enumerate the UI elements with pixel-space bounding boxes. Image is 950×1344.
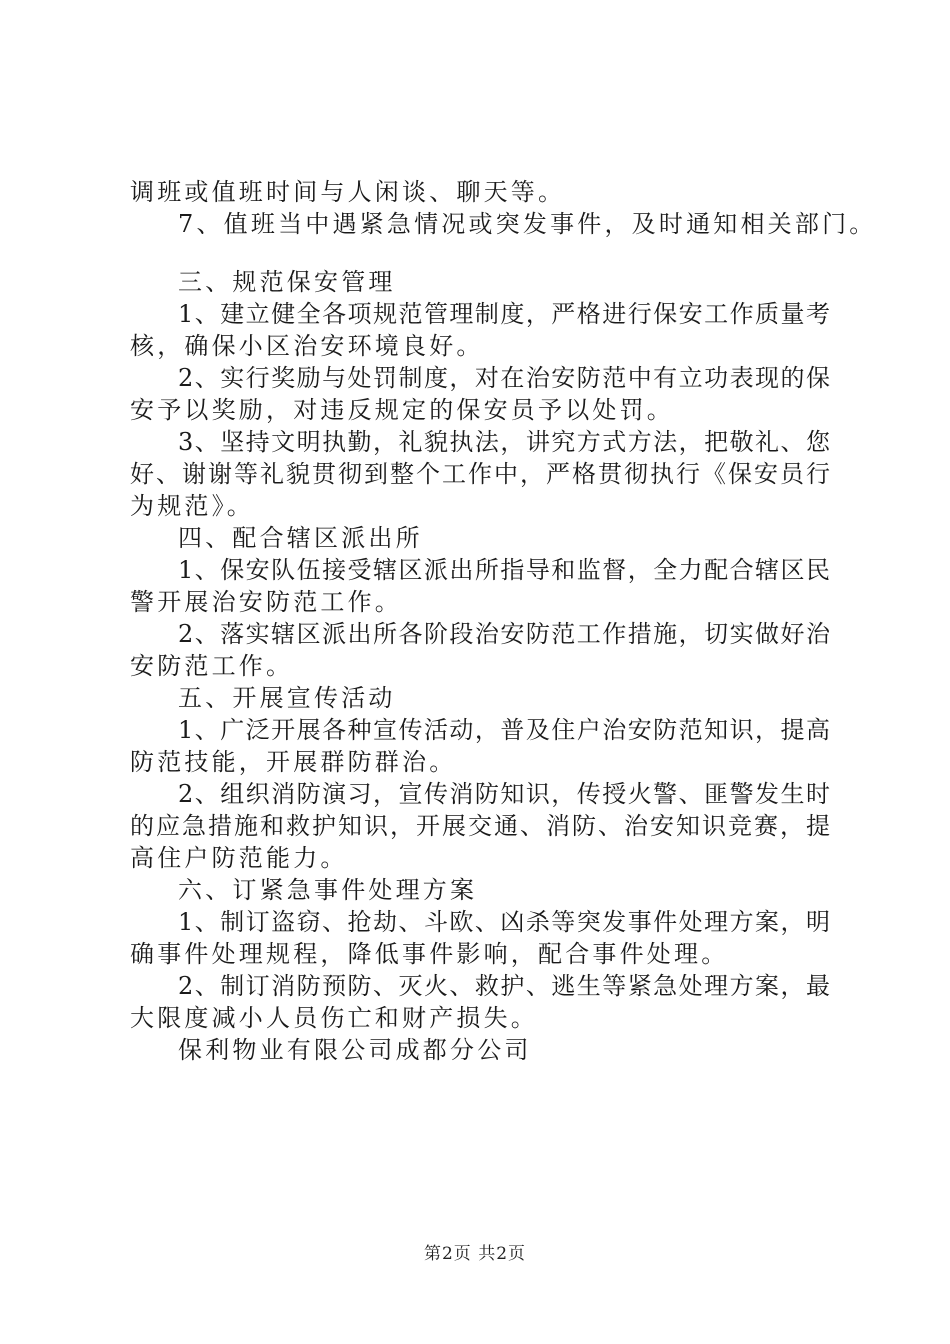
signature-company: 保利物业有限公司成都分公司 bbox=[178, 1036, 532, 1064]
section-heading: 三、规范保安管理 bbox=[178, 268, 396, 296]
text-line: 1、建立健全各项规范管理制度，严格进行保安工作质量考 bbox=[178, 300, 830, 328]
text-line: 安防范工作。 bbox=[130, 652, 294, 680]
text-line: 调班或值班时间与人闲谈、聊天等。 bbox=[130, 178, 566, 206]
text-line: 1、广泛开展各种宣传活动，普及住户治安防范知识，提高 bbox=[178, 716, 830, 744]
text-line: 2、落实辖区派出所各阶段治安防范工作措施，切实做好治 bbox=[178, 620, 830, 648]
section-heading: 四、配合辖区派出所 bbox=[178, 524, 423, 552]
text-line: 确事件处理规程，降低事件影响，配合事件处理。 bbox=[130, 940, 729, 968]
text-line: 2、制订消防预防、灭火、救护、逃生等紧急处理方案，最 bbox=[178, 972, 830, 1000]
text-line: 警开展治安防范工作。 bbox=[130, 588, 402, 616]
section-heading: 六、订紧急事件处理方案 bbox=[178, 876, 478, 904]
text-line: 核，确保小区治安环境良好。 bbox=[130, 332, 484, 360]
text-line: 7、值班当中遇紧急情况或突发事件，及时通知相关部门。 bbox=[178, 210, 877, 238]
text-line: 1、制订盗窃、抢劫、斗欧、凶杀等突发事件处理方案，明 bbox=[178, 908, 830, 936]
text-line: 防范技能，开展群防群治。 bbox=[130, 748, 457, 776]
text-line: 2、实行奖励与处罚制度，对在治安防范中有立功表现的保 bbox=[178, 364, 830, 392]
text-line: 2、组织消防演习，宣传消防知识，传授火警、匪警发生时 bbox=[178, 780, 830, 808]
text-line: 安予以奖励，对违反规定的保安员予以处罚。 bbox=[130, 396, 674, 424]
text-line: 高住户防范能力。 bbox=[130, 844, 348, 872]
text-line: 3、坚持文明执勤，礼貌执法，讲究方式方法，把敬礼、您 bbox=[178, 428, 830, 456]
text-line: 好、谢谢等礼貌贯彻到整个工作中，严格贯彻执行《保安员行 bbox=[130, 460, 830, 488]
text-line: 大限度减小人员伤亡和财产损失。 bbox=[130, 1004, 538, 1032]
section-heading: 五、开展宣传活动 bbox=[178, 684, 396, 712]
page-number-footer: 第2页 共2页 bbox=[423, 1244, 527, 1264]
text-line: 1、保安队伍接受辖区派出所指导和监督，全力配合辖区民 bbox=[178, 556, 830, 584]
text-line: 为规范》。 bbox=[130, 492, 254, 520]
text-line: 的应急措施和救护知识，开展交通、消防、治安知识竞赛，提 bbox=[130, 812, 830, 840]
